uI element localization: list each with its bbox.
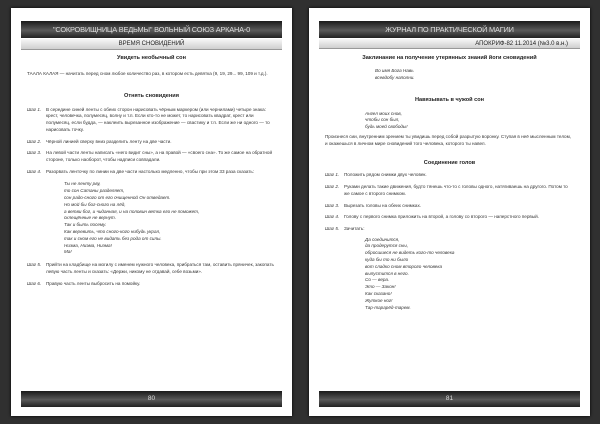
- verse-line: обросшиеся не видеть кого-то человека: [365, 250, 455, 256]
- step-number: Шаг 3.: [27, 150, 42, 156]
- section-subtitle: Навязывать в чужой сон: [414, 96, 485, 103]
- section-label: ВРЕМЯ СНОВИДЕНИЙ: [21, 39, 282, 50]
- verse-line: Ты не ленту рву,: [64, 181, 101, 187]
- verse-line: склещённые не вернут.: [64, 215, 116, 221]
- verse-line: Ниэма, Ниэма, Ниэма!: [64, 242, 112, 248]
- verse-line: выпустится в него.: [365, 270, 409, 276]
- verse-line: Ангел моих снов,: [365, 110, 402, 116]
- verse-line: Как веревить, что сного-кого нибудь украл,: [64, 228, 161, 234]
- incantation: [325, 68, 574, 82]
- step-number: Шаг 2.: [325, 184, 340, 190]
- verse-line: Во имя Бога Навь: [375, 68, 414, 73]
- verse-line: Как сказано!: [365, 290, 392, 296]
- verse-line: Ма!: [64, 249, 72, 255]
- step-item: [325, 203, 574, 210]
- section-subtitle: Отнять сновидения: [124, 92, 179, 99]
- page-header: ЖУРНАЛ ПО ПРАКТИЧЕСКОЙ МАГИИ: [319, 21, 580, 38]
- verse-line: Так и быть посему.: [64, 222, 107, 228]
- verse-line: Да соединится,: [365, 236, 400, 242]
- verse-line: всевдобу наполни.: [375, 74, 415, 80]
- step-number: Шаг 2.: [27, 138, 42, 144]
- step-item: [325, 226, 574, 233]
- step-item: [27, 150, 276, 163]
- left-page-body: [27, 54, 276, 287]
- step-item: [27, 169, 276, 176]
- verse-line: вот сладко сном второго человека: [365, 263, 443, 269]
- step-text: Вырезать головы на обеих снимках.: [344, 202, 422, 208]
- incantation: [325, 237, 574, 312]
- step-text: Голову с первого снимка приложить на второй, а голову со второго — наперстного первый.: [344, 214, 539, 220]
- verse-line: чтобы сон был,: [365, 117, 400, 123]
- step-text: Разорвать ленточку по линии на две части настолько медленно, чтобы при этом 33 раза сказать:: [46, 168, 255, 174]
- article-title: Увидеть необычный сон: [117, 55, 186, 61]
- page-number: 80: [21, 391, 282, 407]
- step-item: [325, 214, 574, 221]
- step-number: Шаг 1.: [325, 172, 340, 178]
- paragraph: Произнеся сии, внутренним зрением ты увидишь перед собой разрытую воронку. Ступая в неё мысленным телом, и окажешься в личном мире сновидений того человека, которого ты навел.: [325, 133, 572, 146]
- right-page-body: [325, 54, 574, 311]
- section-label: АПОКРИФ-82 11.2014 (№3.0 в.н.): [319, 39, 580, 49]
- step-number: Шаг 5.: [325, 225, 340, 231]
- incantation: [27, 181, 276, 256]
- verse-line: Это — Закон!: [365, 284, 396, 290]
- step-number: Шаг 5.: [27, 262, 42, 268]
- page-number: 81: [319, 391, 580, 407]
- verse-line: то сон Сатаны разделяет,: [64, 188, 125, 194]
- step-number: Шаг 1.: [27, 106, 42, 112]
- verse-line: а ветви бог, и чиданная, и на половин ветка его не поможет,: [64, 208, 200, 214]
- step-number: Шаг 3.: [325, 202, 340, 208]
- step-text: Чёрной линией сверху вниз разделить ленту на две части.: [46, 138, 172, 144]
- left-page: [11, 8, 292, 416]
- step-item: [27, 107, 276, 134]
- section-subtitle: Соединение голов: [423, 160, 476, 167]
- incantation: [325, 111, 574, 131]
- step-text: Зачитать:: [344, 225, 365, 231]
- verse-line: Со — вера.: [365, 277, 390, 283]
- step-text: В середине синей ленты с обеих сторон нарисовать чёрным маркером (или чернилами) четыре знака: крест, человечка, полумесяц, волну и т.п. Если кто-то не может, то нарисовать квадрат, крест или полумесяц, если будда, — наклеить вырезанное изображение — свастику и т.п. Если же ни одного — то нарисовать точку.: [46, 106, 270, 132]
- verse-line: так и сном его не видать без рода от силы.: [64, 235, 162, 241]
- right-page: [309, 8, 590, 416]
- verse-line: да продерутся сны,: [365, 243, 409, 249]
- verse-line: Тар-тарарёд-тарем.: [365, 304, 411, 310]
- verse-line: куда бы то ни было: [365, 257, 409, 262]
- verse-line: будь моей свободы!: [365, 124, 408, 130]
- step-item: [27, 281, 276, 288]
- page-header: "СОКРОВИЩНИЦА ВЕДЬМЫ" ВОЛЬНЫЙ СОЮЗ АРКАНА-0: [21, 21, 282, 38]
- step-number: Шаг 4.: [27, 168, 42, 174]
- step-text: Руками делать такие движения, будто тянешь что-то с головы одного, натягиваешь на другого. Потом то же самое с второго снимком.: [344, 184, 568, 196]
- step-text: На левой части ленты написать «него видит сны», а на правой — «своего сна». То же самое на обратной стороне, только наоборот, чтобы надписи совпадали.: [46, 150, 273, 162]
- step-text: Прийти на кладбище на могилу с именем нужного человека, прибраться там, оставить пряничек, закопать левую часть ленты и сказать: «Держи, никому не отдавай, себе возьми».: [46, 262, 274, 274]
- verse-line: сон радо-сного от его очищенной Он отведает.: [64, 194, 171, 200]
- step-item: [325, 172, 574, 179]
- step-item: [27, 139, 276, 146]
- step-text: Положить рядом снимки двух человек.: [344, 172, 427, 178]
- intro-paragraph: ТААЛА КАЛАЯ — начитать перед сном любое количество раз, в котором есть девятка (9, 19, 29... 99, 109 и т.д.).: [27, 71, 268, 76]
- verse-line: Жуткое ног!: [365, 297, 393, 303]
- step-number: Шаг 4.: [325, 214, 340, 220]
- verse-line: Но мой бы бог-сного на лёд,: [64, 201, 126, 207]
- article-title: Заклинание на получение утерянных знаний йоги сновидений: [362, 55, 537, 61]
- step-item: [27, 262, 276, 275]
- step-item: [325, 184, 574, 197]
- step-text: Правую часть ленты выбросить на помойку.: [46, 280, 141, 286]
- step-number: Шаг 6.: [27, 280, 42, 286]
